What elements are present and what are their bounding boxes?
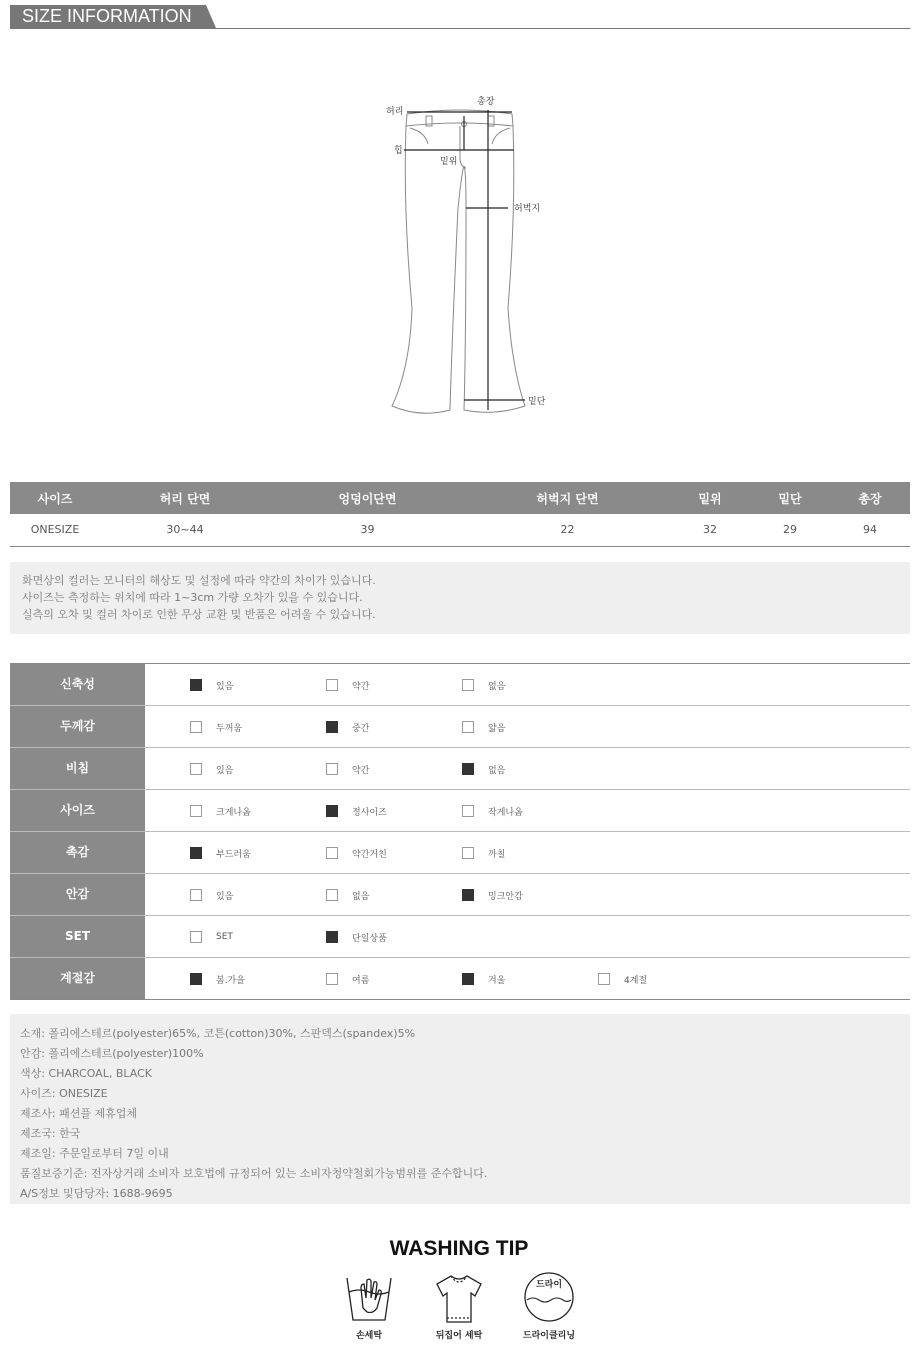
property-option[interactable] <box>190 972 245 986</box>
info-line: A/S정보 및담당자: 1688-9695 <box>20 1187 173 1200</box>
property-option[interactable] <box>326 930 387 944</box>
property-option[interactable] <box>462 720 505 734</box>
option-label: 중간 <box>352 723 370 734</box>
diagram-label-length: 총장 <box>477 97 495 107</box>
property-option[interactable] <box>462 678 505 692</box>
option-label: 있음 <box>216 765 234 776</box>
table-cell: 94 <box>830 514 910 546</box>
property-option[interactable] <box>462 972 505 986</box>
checkbox[interactable] <box>190 931 202 943</box>
property-label: 두께감 <box>10 706 145 747</box>
checkbox[interactable] <box>326 847 338 859</box>
checkbox[interactable] <box>462 679 474 691</box>
checkbox[interactable] <box>190 679 202 691</box>
checkbox[interactable] <box>190 805 202 817</box>
option-label: 여름 <box>352 975 370 986</box>
property-label: 안감 <box>10 874 145 915</box>
size-table-header: 사이즈 <box>10 482 100 514</box>
property-row-season <box>10 958 910 1000</box>
property-label: SET <box>10 916 145 957</box>
option-label: 없음 <box>352 891 370 902</box>
diagram-label-hem: 밑단 <box>528 397 546 407</box>
section-title: SIZE INFORMATION <box>10 5 206 28</box>
property-option[interactable] <box>190 720 242 734</box>
property-label: 계절감 <box>10 958 145 999</box>
option-label: SET <box>216 932 233 942</box>
info-line: 제조국: 한국 <box>20 1127 81 1140</box>
option-label: 있음 <box>216 891 234 902</box>
property-option[interactable] <box>462 888 523 902</box>
property-option[interactable] <box>326 972 369 986</box>
property-option[interactable] <box>190 678 233 692</box>
property-row-thickness <box>10 706 910 748</box>
checkbox[interactable] <box>190 721 202 733</box>
diagram-label-rise: 밑위 <box>440 157 458 167</box>
notice-box <box>10 562 910 634</box>
property-label: 사이즈 <box>10 790 145 831</box>
property-option[interactable] <box>190 930 233 944</box>
property-row-lining <box>10 874 910 916</box>
property-option[interactable] <box>326 720 369 734</box>
option-label: 단일상품 <box>352 933 387 944</box>
property-option[interactable] <box>462 762 505 776</box>
option-label: 겨울 <box>488 975 506 986</box>
option-label: 4계절 <box>624 975 648 986</box>
property-option[interactable] <box>326 888 369 902</box>
size-table-header: 총장 <box>830 482 910 514</box>
property-option[interactable] <box>190 762 233 776</box>
checkbox[interactable] <box>326 931 338 943</box>
property-option[interactable] <box>462 804 523 818</box>
option-label: 없음 <box>488 681 506 692</box>
checkbox[interactable] <box>462 847 474 859</box>
size-table <box>10 482 910 547</box>
property-option[interactable] <box>190 846 251 860</box>
info-line: 제조일: 주문일로부터 7일 이내 <box>20 1147 169 1160</box>
option-label: 밍크안감 <box>488 891 523 902</box>
pants-outline-drawing <box>380 88 560 428</box>
checkbox[interactable] <box>598 973 610 985</box>
dry-clean-icon <box>519 1270 579 1326</box>
option-label: 없음 <box>488 765 506 776</box>
option-label: 까칠 <box>488 849 506 860</box>
table-cell: 39 <box>270 514 465 546</box>
option-label: 크게나옴 <box>216 807 251 818</box>
property-label: 촉감 <box>10 832 145 873</box>
property-option[interactable] <box>190 888 233 902</box>
dry-clean-label: 드라이클리닝 <box>522 1331 576 1341</box>
checkbox[interactable] <box>190 889 202 901</box>
checkbox[interactable] <box>326 889 338 901</box>
size-table-header: 허리 단면 <box>100 482 270 514</box>
checkbox[interactable] <box>462 973 474 985</box>
info-line: 안감: 폴리에스테르(polyester)100% <box>20 1047 204 1060</box>
option-label: 약간 <box>352 765 370 776</box>
info-line: 품질보증기준: 전자상거래 소비자 보호법에 규정되어 있는 소비자청약철회가능범위를 준수합니다. <box>20 1167 488 1180</box>
product-properties-grid <box>10 663 910 1000</box>
property-label: 신축성 <box>10 664 145 705</box>
table-row <box>10 514 910 546</box>
property-label: 비침 <box>10 748 145 789</box>
property-row-size-fit <box>10 790 910 832</box>
notice-line: 실측의 오차 및 컬러 차이로 인한 무상 교환 및 반품은 어려울 수 있습니다. <box>22 608 376 621</box>
checkbox[interactable] <box>326 973 338 985</box>
inside-out-icon <box>429 1270 489 1326</box>
section-title-notch <box>206 5 216 28</box>
checkbox[interactable] <box>190 973 202 985</box>
info-line: 색상: CHARCOAL, BLACK <box>20 1067 152 1080</box>
size-table-header: 엉덩이단면 <box>270 482 465 514</box>
hand-wash-label: 손세탁 <box>355 1331 383 1341</box>
diagram-label-thigh: 허벅지 <box>514 204 541 214</box>
checkbox[interactable] <box>190 847 202 859</box>
option-label: 두꺼움 <box>216 723 243 734</box>
option-label: 얇음 <box>488 723 506 734</box>
property-row-sheerness <box>10 748 910 790</box>
table-cell: 22 <box>465 514 670 546</box>
property-option[interactable] <box>462 846 505 860</box>
dry-clean-icon-text: 드라이 <box>535 1280 563 1290</box>
table-cell: 30~44 <box>100 514 270 546</box>
notice-line: 사이즈는 측정하는 위치에 따라 1~3cm 가량 오차가 있을 수 있습니다. <box>22 591 363 604</box>
checkbox[interactable] <box>190 763 202 775</box>
option-label: 작게나옴 <box>488 807 523 818</box>
diagram-label-hip: 힙 <box>394 146 403 156</box>
option-label: 정사이즈 <box>352 807 387 818</box>
table-cell: ONESIZE <box>10 514 100 546</box>
property-option[interactable] <box>326 846 387 860</box>
info-line: 제조사: 패션플 제휴업체 <box>20 1107 137 1120</box>
washing-tip-title: WASHING TIP <box>389 1237 529 1260</box>
property-option[interactable] <box>598 972 647 986</box>
notice-line: 화면상의 컬러는 모니터의 해상도 및 설정에 따라 약간의 차이가 있습니다. <box>22 574 376 587</box>
option-label: 부드러움 <box>216 849 251 860</box>
section-header <box>10 5 910 29</box>
size-table-header: 밑단 <box>750 482 830 514</box>
diagram-label-waist: 허리 <box>386 107 404 117</box>
checkbox[interactable] <box>462 805 474 817</box>
checkbox[interactable] <box>462 721 474 733</box>
size-table-header-row <box>10 482 910 514</box>
property-option[interactable] <box>190 804 251 818</box>
property-option[interactable] <box>326 762 369 776</box>
checkbox[interactable] <box>326 679 338 691</box>
inside-out-label: 뒤집어 세탁 <box>435 1331 483 1341</box>
table-cell: 29 <box>750 514 830 546</box>
option-label: 있음 <box>216 681 234 692</box>
property-row-set <box>10 916 910 958</box>
info-line: 소재: 폴리에스테르(polyester)65%, 코튼(cotton)30%, 스판덱스(spandex)5% <box>20 1027 416 1040</box>
checkbox[interactable] <box>326 763 338 775</box>
checkbox[interactable] <box>462 889 474 901</box>
property-row-stretch <box>10 664 910 706</box>
pants-measurement-diagram <box>380 88 560 428</box>
product-info-box <box>10 1014 910 1204</box>
checkbox[interactable] <box>462 763 474 775</box>
property-option[interactable] <box>326 804 387 818</box>
option-label: 약간거친 <box>352 849 387 860</box>
table-cell: 32 <box>670 514 750 546</box>
size-table-header: 밑위 <box>670 482 750 514</box>
info-line: 사이즈: ONESIZE <box>20 1087 108 1100</box>
checkbox[interactable] <box>326 721 338 733</box>
checkbox[interactable] <box>326 805 338 817</box>
option-label: 약간 <box>352 681 370 692</box>
option-label: 봄.가을 <box>216 975 245 986</box>
property-row-texture <box>10 832 910 874</box>
property-option[interactable] <box>326 678 369 692</box>
hand-wash-icon <box>339 1270 399 1326</box>
size-table-header: 허벅지 단면 <box>465 482 670 514</box>
